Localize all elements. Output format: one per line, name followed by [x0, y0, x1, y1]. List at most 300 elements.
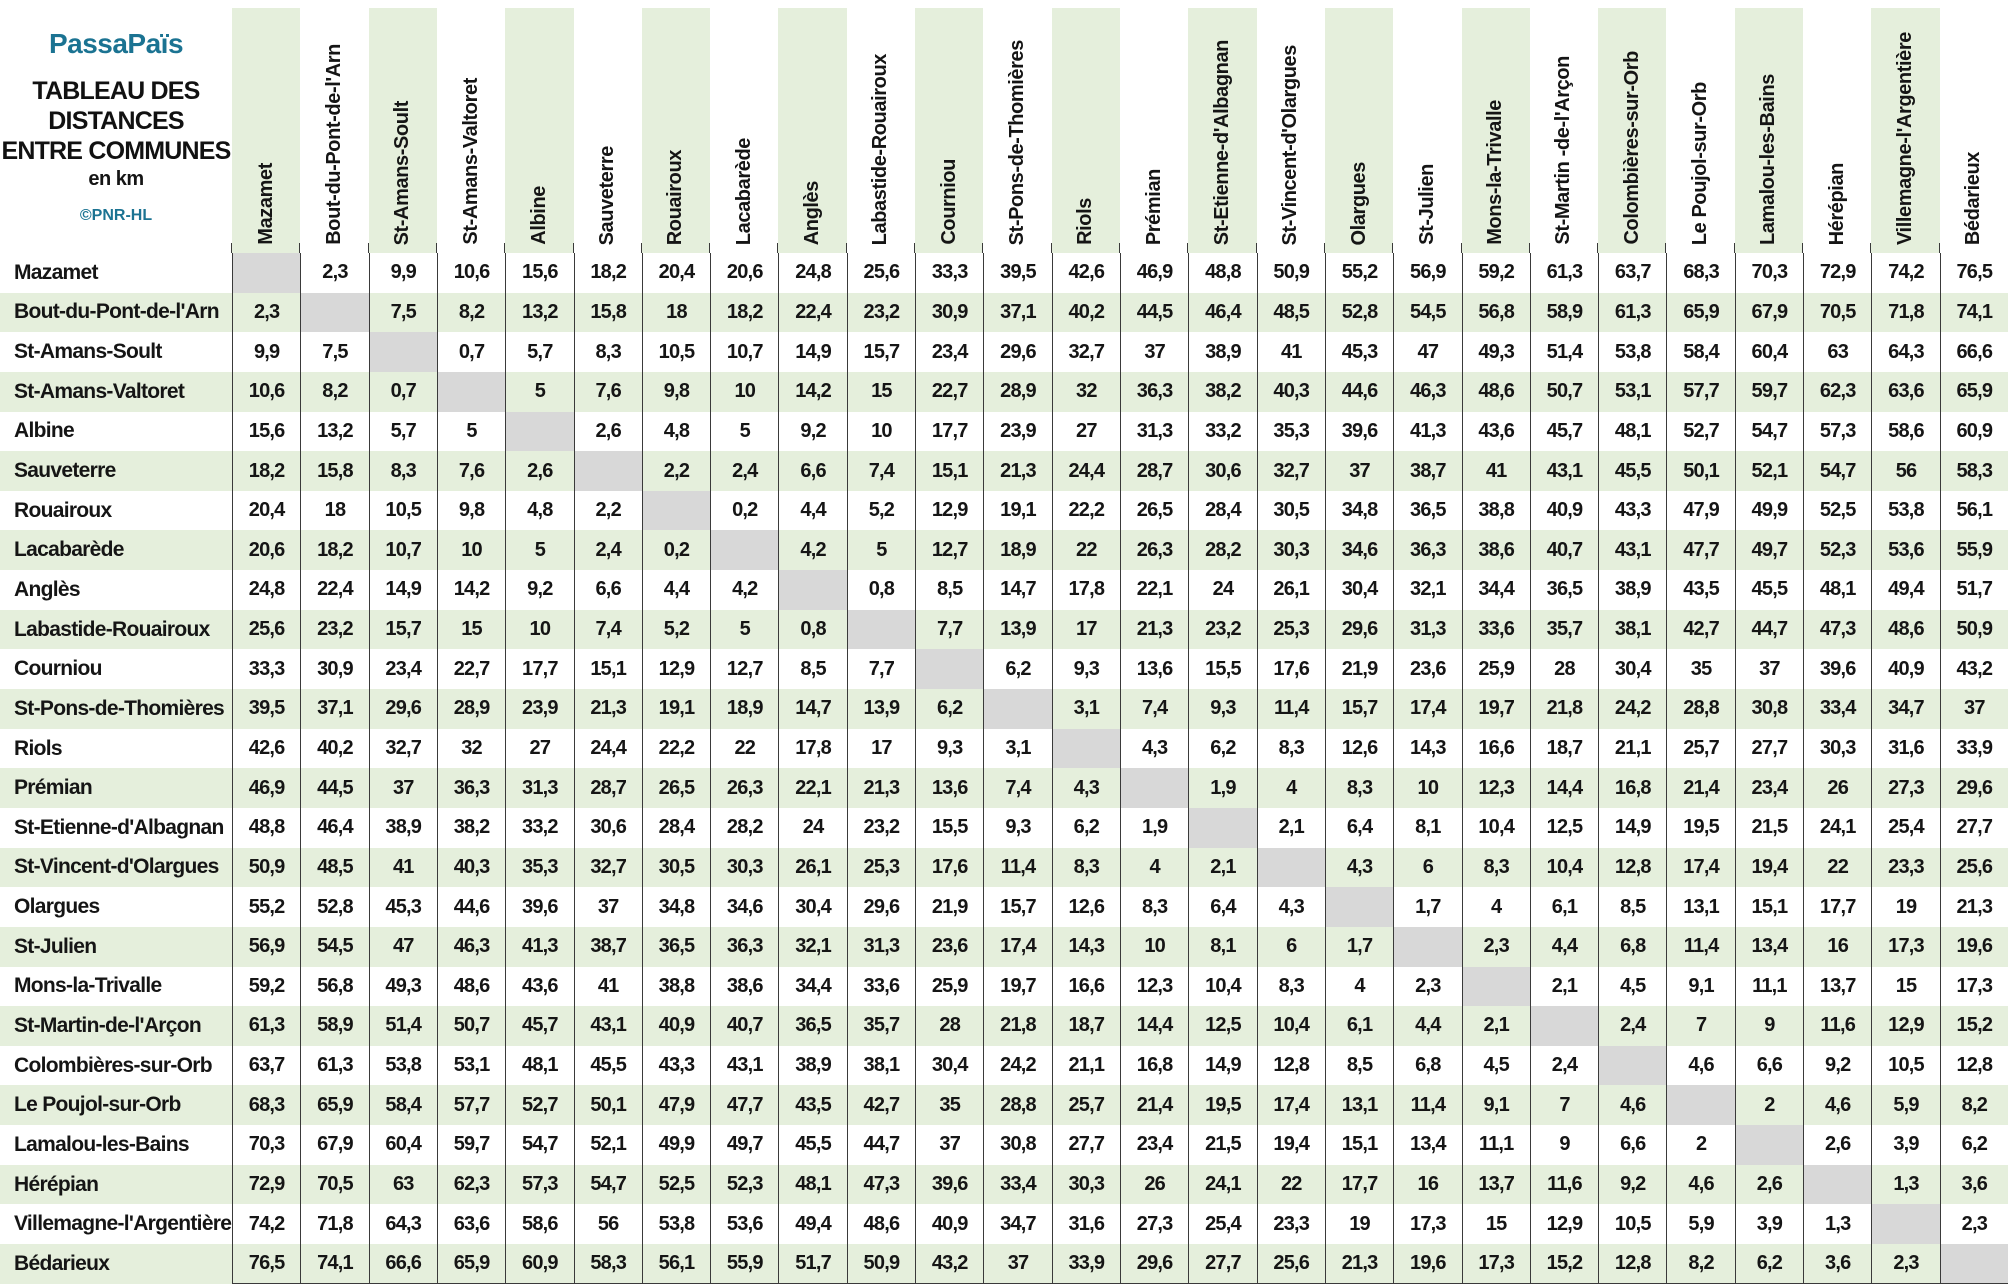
distance-cell: 27,3 — [1120, 1204, 1188, 1244]
distance-cell: 37 — [983, 1244, 1051, 1284]
distance-cell: 30,9 — [300, 649, 368, 689]
distance-cell: 15,2 — [1530, 1244, 1598, 1284]
distance-cell: 9,1 — [1666, 967, 1734, 1007]
distance-cell: 2,6 — [1735, 1165, 1803, 1205]
distance-cell: 21,3 — [1940, 887, 2008, 927]
distance-cell: 43,5 — [1666, 570, 1734, 610]
distance-cell: 53,8 — [369, 1046, 437, 1086]
distance-cell: 33,6 — [847, 967, 915, 1007]
distance-cell: 40,2 — [1052, 293, 1120, 333]
distance-cell: 8,1 — [1393, 808, 1461, 848]
distance-cell: 35,3 — [1257, 412, 1325, 452]
distance-cell: 58,9 — [1530, 293, 1598, 333]
distance-cell: 2,6 — [505, 451, 573, 491]
distance-cell: 5 — [710, 412, 778, 452]
distance-cell: 6,8 — [1598, 927, 1666, 967]
column-header — [710, 0, 778, 253]
distance-cell: 18,7 — [1052, 1006, 1120, 1046]
distance-cell: 8,5 — [1325, 1046, 1393, 1086]
distance-cell: 53,1 — [1598, 372, 1666, 412]
distance-cell: 24,1 — [1188, 1165, 1256, 1205]
distance-cell: 5,7 — [505, 332, 573, 372]
distance-cell: 9,9 — [232, 332, 300, 372]
distance-cell: 52,3 — [710, 1165, 778, 1205]
distance-cell: 38,9 — [1598, 570, 1666, 610]
column-header-label: Villemagne-l'Argentière — [1894, 31, 1917, 245]
distance-cell: 6,2 — [1188, 729, 1256, 769]
distance-cell: 34,6 — [1325, 530, 1393, 570]
distance-cell: 58,9 — [300, 1006, 368, 1046]
distance-cell: 46,4 — [300, 808, 368, 848]
distance-cell: 5 — [710, 610, 778, 650]
distance-cell: 6,4 — [1188, 887, 1256, 927]
distance-cell: 11,4 — [1393, 1085, 1461, 1125]
distance-cell: 41 — [574, 967, 642, 1007]
distance-cell: 33,2 — [505, 808, 573, 848]
distance-cell: 21,3 — [983, 451, 1051, 491]
credit-label: ©PNR-HL — [79, 207, 153, 224]
distance-cell: 2,4 — [574, 530, 642, 570]
distance-cell: 29,6 — [1325, 610, 1393, 650]
diagonal-cell — [574, 451, 642, 491]
distance-cell: 10 — [847, 412, 915, 452]
distance-cell: 28,4 — [1188, 491, 1256, 531]
distance-cell: 14,2 — [778, 372, 846, 412]
distance-cell: 0,2 — [642, 530, 710, 570]
diagonal-cell — [1803, 1165, 1871, 1205]
distance-cell: 10 — [437, 530, 505, 570]
distance-cell: 30,6 — [574, 808, 642, 848]
row-label: Mons-la-Trivalle — [14, 974, 162, 998]
row-label: Albine — [14, 419, 74, 443]
column-header-label: Le Poujol-sur-Orb — [1689, 81, 1712, 245]
distance-cell: 25,6 — [232, 610, 300, 650]
distance-cell: 19,5 — [1666, 808, 1734, 848]
distance-cell: 4 — [1120, 848, 1188, 888]
distance-cell: 15,5 — [1188, 649, 1256, 689]
distance-cell: 48,8 — [1188, 253, 1256, 293]
distance-cell: 71,8 — [1871, 293, 1939, 333]
distance-cell: 6,2 — [1940, 1125, 2008, 1165]
distance-cell: 15,1 — [1735, 887, 1803, 927]
distance-cell: 47,7 — [1666, 530, 1734, 570]
distance-cell: 51,4 — [369, 1006, 437, 1046]
distance-cell: 18,2 — [232, 451, 300, 491]
distance-cell: 6,2 — [1052, 808, 1120, 848]
distance-cell: 4,3 — [1325, 848, 1393, 888]
distance-cell: 52,1 — [1735, 451, 1803, 491]
column-header-label: Albine — [527, 186, 550, 245]
distance-cell: 50,1 — [1666, 451, 1734, 491]
distance-cell: 5,9 — [1666, 1204, 1734, 1244]
distance-cell: 12,8 — [1940, 1046, 2008, 1086]
distance-cell: 45,5 — [1735, 570, 1803, 610]
column-header-label: St-Vincent-d'Olargues — [1279, 44, 1302, 245]
diagonal-cell — [1666, 1085, 1734, 1125]
distance-cell: 12,8 — [1257, 1046, 1325, 1086]
distance-cell: 0,8 — [847, 570, 915, 610]
distance-cell: 45,5 — [778, 1125, 846, 1165]
column-header-label: Sauveterre — [596, 145, 619, 245]
distance-cell: 48,1 — [778, 1165, 846, 1205]
distance-cell: 47,7 — [710, 1085, 778, 1125]
distance-cell: 10 — [710, 372, 778, 412]
column-header — [1871, 0, 1939, 253]
distance-cell: 60,4 — [369, 1125, 437, 1165]
distance-cell: 6,8 — [1393, 1046, 1461, 1086]
distance-cell: 17 — [1052, 610, 1120, 650]
distance-cell: 14,4 — [1120, 1006, 1188, 1046]
row-label: St-Etienne-d'Albagnan — [14, 815, 224, 839]
distance-cell: 30,8 — [1735, 689, 1803, 729]
distance-cell: 30,5 — [642, 848, 710, 888]
row-label: Olargues — [14, 895, 100, 919]
distance-cell: 24,8 — [778, 253, 846, 293]
distance-cell: 31,6 — [1052, 1204, 1120, 1244]
distance-cell: 64,3 — [1871, 332, 1939, 372]
distance-cell: 59,7 — [1735, 372, 1803, 412]
distance-cell: 37 — [1735, 649, 1803, 689]
distance-cell: 4 — [1462, 887, 1530, 927]
distance-cell: 24,2 — [983, 1046, 1051, 1086]
distance-cell: 19,1 — [642, 689, 710, 729]
distance-cell: 11,1 — [1462, 1125, 1530, 1165]
distance-cell: 35 — [915, 1085, 983, 1125]
distance-cell: 47 — [369, 927, 437, 967]
distance-cell: 36,5 — [642, 927, 710, 967]
distance-cell: 58,3 — [574, 1244, 642, 1284]
distance-cell: 41 — [1462, 451, 1530, 491]
distance-cell: 6,6 — [1735, 1046, 1803, 1086]
distance-cell: 38,7 — [1393, 451, 1461, 491]
distance-cell: 46,3 — [1393, 372, 1461, 412]
distance-cell: 21,1 — [1052, 1046, 1120, 1086]
distance-cell: 54,7 — [1803, 451, 1871, 491]
column-header — [1052, 0, 1120, 253]
distance-cell: 7,5 — [369, 293, 437, 333]
distance-cell: 49,4 — [1871, 570, 1939, 610]
row-label: St-Martin-de-l'Arçon — [0, 1006, 232, 1046]
distance-cell: 9 — [1530, 1125, 1598, 1165]
row-label: Riols — [14, 736, 62, 760]
distance-cell: 14,3 — [1393, 729, 1461, 769]
distance-cell: 65,9 — [300, 1085, 368, 1125]
distance-cell: 27,7 — [1940, 808, 2008, 848]
column-header — [847, 0, 915, 253]
distance-cell: 17,7 — [915, 412, 983, 452]
distance-cell: 34,4 — [1462, 570, 1530, 610]
row-label: Villemagne-l'Argentière — [14, 1212, 232, 1236]
distance-cell: 18,2 — [574, 253, 642, 293]
distance-cell: 30,8 — [983, 1125, 1051, 1165]
distance-cell: 16,6 — [1462, 729, 1530, 769]
distance-cell: 43,3 — [1598, 491, 1666, 531]
distance-cell: 76,5 — [1940, 253, 2008, 293]
distance-cell: 8,3 — [1462, 848, 1530, 888]
distance-cell: 29,6 — [369, 689, 437, 729]
distance-cell: 35,3 — [505, 848, 573, 888]
distance-cell: 9,3 — [1188, 689, 1256, 729]
distance-cell: 74,1 — [300, 1244, 368, 1284]
distance-cell: 9,2 — [778, 412, 846, 452]
row-label: Prémian — [0, 768, 232, 808]
distance-cell: 28,9 — [983, 372, 1051, 412]
distance-cell: 11,1 — [1735, 967, 1803, 1007]
column-header-label: Lacabarède — [732, 137, 755, 245]
column-header — [983, 0, 1051, 253]
distance-cell: 40,9 — [1871, 649, 1939, 689]
distance-cell: 16,8 — [1598, 768, 1666, 808]
column-header — [1462, 0, 1530, 253]
distance-cell: 26,1 — [1257, 570, 1325, 610]
distance-cell: 21,9 — [1325, 649, 1393, 689]
column-header — [437, 0, 505, 253]
distance-cell: 12,9 — [1871, 1006, 1939, 1046]
distance-cell: 2,4 — [1598, 1006, 1666, 1046]
column-header-label: Bout-du-Pont-de-l'Arn — [322, 44, 345, 245]
distance-cell: 63,7 — [232, 1046, 300, 1086]
distance-cell: 61,3 — [1598, 293, 1666, 333]
distance-cell: 7,4 — [1120, 689, 1188, 729]
distance-cell: 22,4 — [778, 293, 846, 333]
distance-cell: 63 — [369, 1165, 437, 1205]
distance-cell: 52,8 — [300, 887, 368, 927]
distance-cell: 29,6 — [1120, 1244, 1188, 1284]
distance-cell: 61,3 — [232, 1006, 300, 1046]
distance-cell: 23,9 — [505, 689, 573, 729]
distance-cell: 47,3 — [1803, 610, 1871, 650]
distance-cell: 10,4 — [1530, 848, 1598, 888]
distance-cell: 44,7 — [1735, 610, 1803, 650]
distance-cell: 44,5 — [300, 768, 368, 808]
distance-cell: 21,3 — [1120, 610, 1188, 650]
distance-cell: 2,2 — [642, 451, 710, 491]
column-header-label: Rouairoux — [664, 149, 687, 245]
distance-cell: 36,3 — [437, 768, 505, 808]
distance-cell: 46,3 — [437, 927, 505, 967]
distance-cell: 39,5 — [983, 253, 1051, 293]
distance-cell: 48,6 — [437, 967, 505, 1007]
distance-cell: 43,1 — [1598, 530, 1666, 570]
distance-cell: 72,9 — [232, 1165, 300, 1205]
distance-cell: 38,9 — [369, 808, 437, 848]
distance-cell: 5 — [505, 372, 573, 412]
distance-cell: 58,4 — [369, 1085, 437, 1125]
distance-cell: 17 — [847, 729, 915, 769]
distance-cell: 36,3 — [1120, 372, 1188, 412]
column-header-label: Courniou — [937, 159, 960, 245]
distance-cell: 15,7 — [1325, 689, 1393, 729]
distance-cell: 12,9 — [1530, 1204, 1598, 1244]
distance-cell: 32 — [1052, 372, 1120, 412]
distance-cell: 46,4 — [1188, 293, 1256, 333]
distance-cell: 44,7 — [847, 1125, 915, 1165]
distance-cell: 15 — [437, 610, 505, 650]
diagonal-cell — [369, 332, 437, 372]
row-label: Courniou — [14, 657, 102, 681]
distance-cell: 14,2 — [437, 570, 505, 610]
row-label: St-Amans-Soult — [14, 340, 162, 364]
distance-cell: 34,4 — [778, 967, 846, 1007]
distance-cell: 63,6 — [437, 1204, 505, 1244]
distance-cell: 63 — [1803, 332, 1871, 372]
distance-cell: 13,9 — [983, 610, 1051, 650]
distance-cell: 15,2 — [1940, 1006, 2008, 1046]
distance-cell: 7,4 — [983, 768, 1051, 808]
distance-cell: 7,7 — [915, 610, 983, 650]
distance-cell: 21,5 — [1735, 808, 1803, 848]
distance-cell: 16,6 — [1052, 967, 1120, 1007]
distance-cell: 23,4 — [1735, 768, 1803, 808]
distance-cell: 57,3 — [1803, 412, 1871, 452]
distance-cell: 53,6 — [1871, 530, 1939, 570]
column-header — [1393, 0, 1461, 253]
distance-cell: 37 — [574, 887, 642, 927]
distance-cell: 40,3 — [1257, 372, 1325, 412]
diagonal-cell — [1530, 1006, 1598, 1046]
distance-cell: 21,5 — [1188, 1125, 1256, 1165]
distance-cell: 24,4 — [574, 729, 642, 769]
distance-cell: 13,6 — [915, 768, 983, 808]
distance-cell: 8,3 — [574, 332, 642, 372]
distance-cell: 16,8 — [1120, 1046, 1188, 1086]
distance-cell: 48,5 — [1257, 293, 1325, 333]
distance-cell: 25,3 — [1257, 610, 1325, 650]
distance-cell: 7,7 — [847, 649, 915, 689]
distance-cell: 53,8 — [1871, 491, 1939, 531]
distance-cell: 21,4 — [1666, 768, 1734, 808]
distance-cell: 3,1 — [983, 729, 1051, 769]
distance-cell: 49,3 — [369, 967, 437, 1007]
distance-cell: 54,5 — [1393, 293, 1461, 333]
column-header — [1325, 0, 1393, 253]
distance-cell: 6 — [1393, 848, 1461, 888]
distance-cell: 8,3 — [1052, 848, 1120, 888]
distance-cell: 5 — [437, 412, 505, 452]
distance-cell: 49,7 — [710, 1125, 778, 1165]
distance-cell: 15,1 — [1325, 1125, 1393, 1165]
distance-cell: 56,1 — [1940, 491, 2008, 531]
distance-cell: 15,8 — [300, 451, 368, 491]
distance-cell: 32,1 — [778, 927, 846, 967]
distance-cell: 13,4 — [1393, 1125, 1461, 1165]
distance-cell: 58,6 — [505, 1204, 573, 1244]
diagonal-cell — [505, 412, 573, 452]
distance-cell: 52,5 — [642, 1165, 710, 1205]
distance-cell: 18 — [642, 293, 710, 333]
distance-cell: 1,9 — [1120, 808, 1188, 848]
distance-cell: 34,7 — [983, 1204, 1051, 1244]
distance-cell: 23,6 — [1393, 649, 1461, 689]
distance-cell: 30,4 — [1325, 570, 1393, 610]
distance-cell: 53,6 — [710, 1204, 778, 1244]
distance-cell: 23,2 — [847, 808, 915, 848]
distance-cell: 17,3 — [1940, 967, 2008, 1007]
distance-cell: 24 — [778, 808, 846, 848]
distance-cell: 6,1 — [1325, 1006, 1393, 1046]
distance-cell: 34,8 — [1325, 491, 1393, 531]
unit-label: en km — [88, 168, 144, 190]
distance-cell: 18,2 — [300, 530, 368, 570]
distance-cell: 28 — [1530, 649, 1598, 689]
distance-cell: 58,3 — [1940, 451, 2008, 491]
distance-cell: 45,7 — [1530, 412, 1598, 452]
distance-cell: 8,3 — [1257, 967, 1325, 1007]
distance-cell: 14,9 — [369, 570, 437, 610]
distance-cell: 10,5 — [369, 491, 437, 531]
distance-cell: 36,3 — [1393, 530, 1461, 570]
distance-cell: 22 — [710, 729, 778, 769]
distance-cell: 42,6 — [232, 729, 300, 769]
distance-cell: 40,3 — [437, 848, 505, 888]
distance-cell: 56,1 — [642, 1244, 710, 1284]
distance-cell: 2,3 — [300, 253, 368, 293]
distance-cell: 12,7 — [710, 649, 778, 689]
distance-cell: 50,9 — [232, 848, 300, 888]
distance-cell: 26,3 — [710, 768, 778, 808]
distance-cell: 19 — [1325, 1204, 1393, 1244]
distance-cell: 65,9 — [437, 1244, 505, 1284]
distance-cell: 38,2 — [1188, 372, 1256, 412]
distance-cell: 42,7 — [1666, 610, 1734, 650]
distance-cell: 15,7 — [983, 887, 1051, 927]
distance-cell: 67,9 — [1735, 293, 1803, 333]
column-header — [505, 0, 573, 253]
distance-cell: 28,9 — [437, 689, 505, 729]
distance-cell: 3,9 — [1735, 1204, 1803, 1244]
distance-cell: 6 — [1257, 927, 1325, 967]
distance-cell: 2,3 — [1462, 927, 1530, 967]
distance-cell: 6,6 — [1598, 1125, 1666, 1165]
diagonal-cell — [983, 689, 1051, 729]
distance-cell: 8,3 — [1257, 729, 1325, 769]
distance-cell: 45,5 — [574, 1046, 642, 1086]
distance-cell: 4,8 — [505, 491, 573, 531]
distance-cell: 3,6 — [1803, 1244, 1871, 1284]
distance-cell: 25,9 — [1462, 649, 1530, 689]
distance-cell: 8,5 — [1598, 887, 1666, 927]
distance-cell: 61,3 — [300, 1046, 368, 1086]
distance-cell: 27,3 — [1871, 768, 1939, 808]
distance-cell: 44,5 — [1120, 293, 1188, 333]
distance-cell: 4,4 — [642, 570, 710, 610]
distance-cell: 50,9 — [1257, 253, 1325, 293]
distance-cell: 37 — [369, 768, 437, 808]
distance-cell: 23,3 — [1871, 848, 1939, 888]
column-header — [1940, 0, 2008, 253]
distance-cell: 22,1 — [778, 768, 846, 808]
distance-cell: 9,3 — [1052, 649, 1120, 689]
distance-cell: 50,9 — [1940, 610, 2008, 650]
distance-cell: 2,4 — [710, 451, 778, 491]
distance-cell: 4,6 — [1666, 1165, 1734, 1205]
table-title — [0, 76, 232, 166]
distance-cell: 68,3 — [1666, 253, 1734, 293]
distance-cell: 10,4 — [1188, 967, 1256, 1007]
distance-cell: 7,6 — [437, 451, 505, 491]
distance-cell: 37 — [1120, 332, 1188, 372]
distance-cell: 35 — [1666, 649, 1734, 689]
distance-cell: 38,8 — [1462, 491, 1530, 531]
distance-cell: 62,3 — [437, 1165, 505, 1205]
column-header-label: Bédarieux — [1962, 151, 1985, 245]
distance-cell: 4,6 — [1803, 1085, 1871, 1125]
distance-cell: 70,3 — [232, 1125, 300, 1165]
row-label: Le Poujol-sur-Orb — [0, 1085, 232, 1125]
distance-cell: 38,1 — [847, 1046, 915, 1086]
distance-cell: 38,9 — [778, 1046, 846, 1086]
distance-cell: 33,4 — [1803, 689, 1871, 729]
